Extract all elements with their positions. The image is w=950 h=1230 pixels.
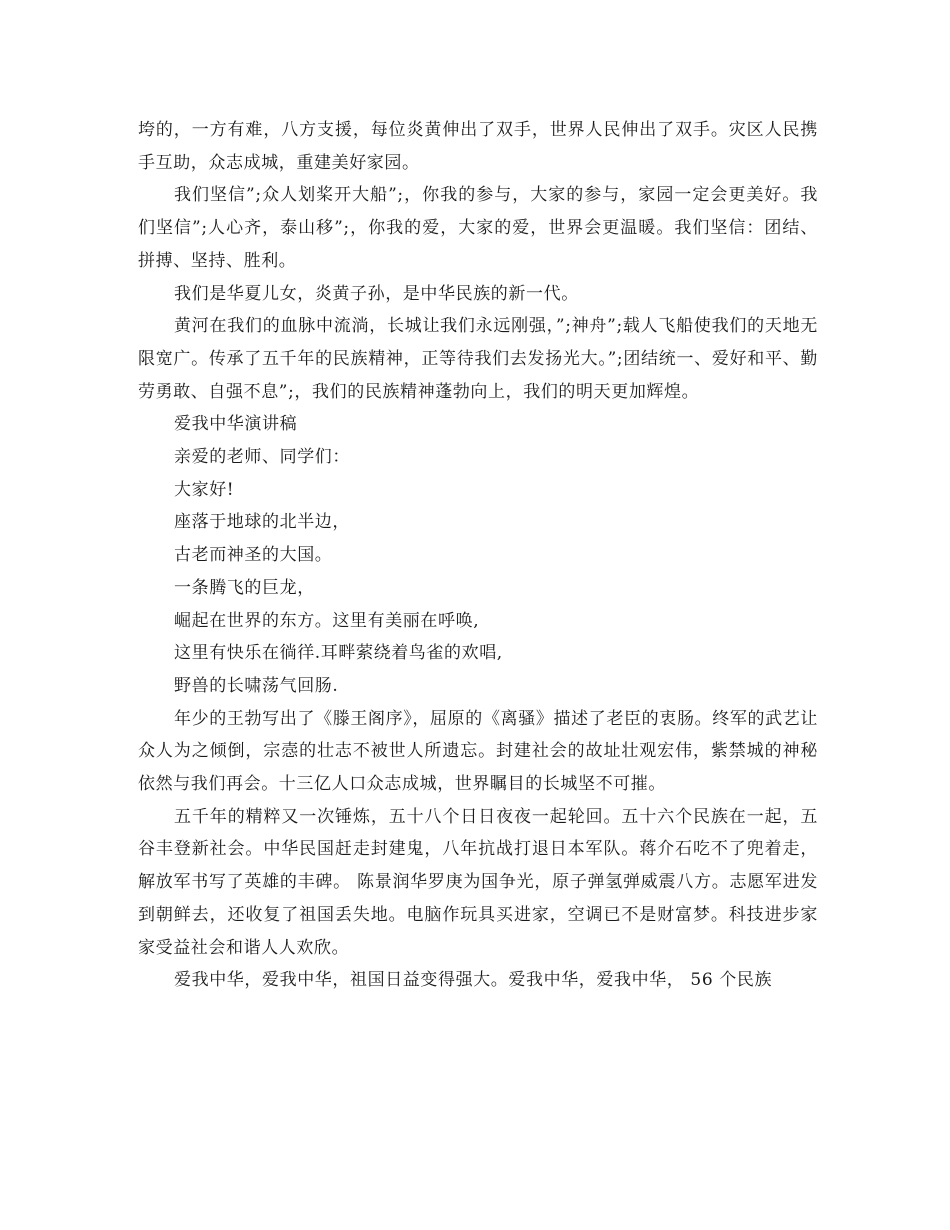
greeting: 大家好! [174, 479, 235, 500]
verse-line: 古老而神圣的大国。 [174, 545, 333, 566]
paragraph: 爱我中华，爱我中华，祖国日益变得强大。爱我中华，爱我中华， 56 个民族 [174, 970, 773, 991]
verse-line: 这里有快乐在徜徉.耳畔萦绕着鸟雀的欢唱, [174, 643, 503, 664]
verse-line: 一条腾飞的巨龙， [174, 577, 315, 598]
paragraph: 垮的，一方有难，八方支援，每位炎黄伸出了双手，世界人民伸出了双手。灾区人民携手互助，众志成城，重建美好家园。 [138, 120, 818, 173]
paragraph: 黄河在我们的血脉中流淌，长城让我们永远刚强，”;神舟”;载人飞船使我们的天地无限宽广。传承了五千年的民族精神，正等待我们去发扬光大。”;团结统一、爱好和平、勤劳勇敢、自强不息”;，我们的民族精神蓬勃向上，我们的明天更加辉煌。 [138, 316, 818, 402]
verse-line: 座落于地球的北半边， [174, 512, 350, 533]
paragraph: 我们是华夏儿女，炎黄子孙，是中华民族的新一代。 [174, 283, 579, 304]
salutation: 亲爱的老师、同学们： [174, 447, 350, 468]
document-body [138, 114, 818, 997]
paragraph: 年少的王勃写出了《滕王阁序》，屈原的《离骚》描述了老臣的衷肠。终军的武艺让众人为之倾倒，宗悫的壮志不被世人所遗忘。封建社会的故址壮观宏伟，紫禁城的神秘依然与我们再会。十三亿人口众志成城，世界瞩目的长城坚不可摧。 [138, 708, 818, 795]
speech-title: 爱我中华演讲稿 [174, 414, 298, 435]
verse-line: 崛起在世界的东方。这里有美丽在呼唤, [174, 610, 480, 631]
verse-line: 野兽的长啸荡气回肠. [174, 675, 339, 696]
paragraph: 我们坚信”;众人划桨开大船”;，你我的参与，大家的参与，家园一定会更美好。我们坚信”;人心齐，泰山移”;，你我的爱，大家的爱，世界会更温暖。我们坚信：团结、拼搏、坚持、胜利。 [138, 185, 818, 271]
paragraph: 五千年的精粹又一次锤炼，五十八个日日夜夜一起轮回。五十六个民族在一起，五谷丰登新社会。中华民国赶走封建鬼，八年抗战打退日本军队。蒋介石吃不了兜着走，解放军书写了英雄的丰碑。 陈景润华罗庚为国争光，原子弹氢弹威震八方。志愿军进发到朝鲜去，还收复了祖国丢失地。电脑作玩具买进家，空调已不是财富梦。科技进步家家受益社会和谐人人欢欣。 [138, 806, 818, 958]
